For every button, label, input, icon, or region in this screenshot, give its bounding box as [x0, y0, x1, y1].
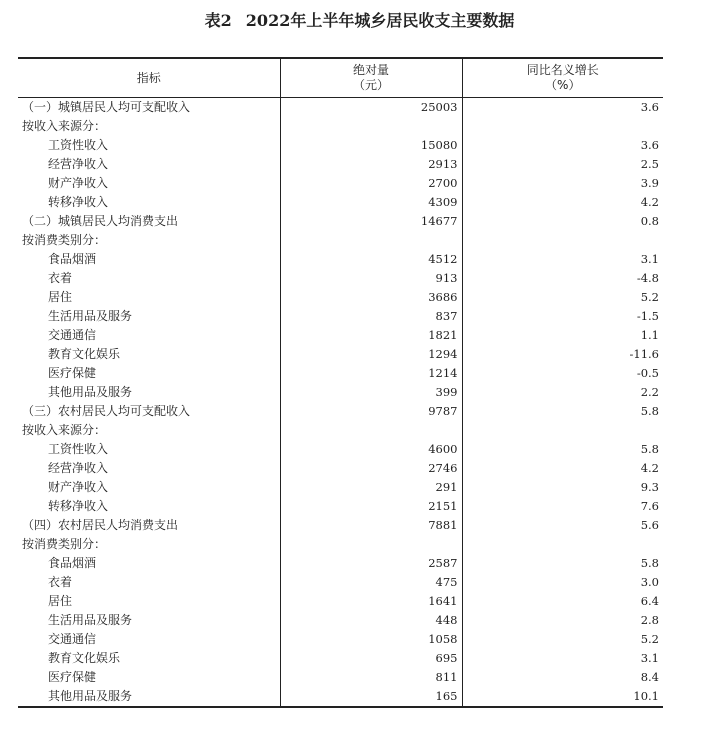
row-growth-value: 5.2 — [462, 288, 663, 307]
row-growth-value: 0.8 — [462, 212, 663, 231]
header-growth — [462, 58, 663, 98]
row-label: 工资性收入 — [48, 138, 109, 152]
table-row — [18, 421, 663, 440]
row-absolute-value: 475 — [280, 573, 462, 592]
row-absolute-value: 399 — [280, 383, 462, 402]
table-row — [18, 326, 663, 345]
table-title — [0, 8, 719, 31]
row-absolute-value: 3686 — [280, 288, 462, 307]
table-row — [18, 516, 663, 535]
row-growth-value: 9.3 — [462, 478, 663, 497]
row-growth-value: 1.1 — [462, 326, 663, 345]
row-growth-value: 2.5 — [462, 155, 663, 174]
row-absolute-value: 1821 — [280, 326, 462, 345]
row-absolute-value: 1294 — [280, 345, 462, 364]
table-row — [18, 497, 663, 516]
row-label: 衣着 — [48, 575, 73, 589]
row-growth-value: 3.0 — [462, 573, 663, 592]
row-label: （四）农村居民人均消费支出 — [22, 518, 179, 532]
table-row — [18, 478, 663, 497]
table-row — [18, 668, 663, 687]
table-row — [18, 231, 663, 250]
table-row — [18, 98, 663, 118]
row-absolute-value: 448 — [280, 611, 462, 630]
row-growth-value: -11.6 — [462, 345, 663, 364]
table-row — [18, 155, 663, 174]
table-row — [18, 345, 663, 364]
row-label: 交通通信 — [48, 328, 97, 342]
table-row — [18, 193, 663, 212]
table-row — [18, 307, 663, 326]
row-growth-value: 5.6 — [462, 516, 663, 535]
table-number: 表2 — [204, 11, 232, 30]
table-row — [18, 269, 663, 288]
row-label: 食品烟酒 — [48, 252, 97, 266]
row-label: 其他用品及服务 — [18, 687, 280, 707]
row-absolute-value: 2700 — [280, 174, 462, 193]
table-row — [18, 611, 663, 630]
row-growth-value: -0.5 — [462, 364, 663, 383]
row-growth-value: 2.8 — [462, 611, 663, 630]
row-label: 财产净收入 — [48, 176, 109, 190]
table-row — [18, 250, 663, 269]
income-expenditure-table — [18, 57, 663, 708]
row-absolute-value: 2746 — [280, 459, 462, 478]
row-growth-value: 4.2 — [462, 193, 663, 212]
row-label: 医疗保健 — [48, 670, 97, 684]
table-row — [18, 459, 663, 478]
header-absolute-unit: （元） — [352, 78, 389, 92]
row-growth-value — [462, 421, 663, 440]
table-row — [18, 117, 663, 136]
row-label: 经营净收入 — [48, 157, 109, 171]
row-absolute-value: 14677 — [280, 212, 462, 231]
row-label: 生活用品及服务 — [48, 309, 133, 323]
row-growth-value: 3.1 — [462, 649, 663, 668]
table-row — [18, 288, 663, 307]
row-label: （二）城镇居民人均消费支出 — [22, 214, 179, 228]
row-label: 按收入来源分： — [22, 423, 107, 437]
table-row — [18, 649, 663, 668]
row-growth-value: 5.8 — [462, 402, 663, 421]
row-absolute-value — [280, 421, 462, 440]
row-label: （一）城镇居民人均可支配收入 — [22, 100, 191, 114]
row-absolute-value: 1058 — [280, 630, 462, 649]
row-label: 居住 — [48, 594, 73, 608]
row-absolute-value: 913 — [280, 269, 462, 288]
row-absolute-value: 291 — [280, 478, 462, 497]
row-growth-value: 3.6 — [462, 98, 663, 118]
row-absolute-value — [280, 117, 462, 136]
row-label: 其他用品及服务 — [48, 385, 133, 399]
row-growth-value: 6.4 — [462, 592, 663, 611]
row-absolute-value: 2913 — [280, 155, 462, 174]
row-label: （三）农村居民人均可支配收入 — [22, 404, 191, 418]
row-growth-value — [462, 117, 663, 136]
row-absolute-value: 2151 — [280, 497, 462, 516]
row-label: 居住 — [48, 290, 73, 304]
row-growth-value: 3.9 — [462, 174, 663, 193]
row-absolute-value: 837 — [280, 307, 462, 326]
row-label: 医疗保健 — [48, 366, 97, 380]
table-row — [18, 212, 663, 231]
table-row — [18, 383, 663, 402]
row-absolute-value: 1214 — [280, 364, 462, 383]
row-growth-value — [462, 231, 663, 250]
row-growth-value: 8.4 — [462, 668, 663, 687]
row-absolute-value: 4600 — [280, 440, 462, 459]
row-absolute-value: 695 — [280, 649, 462, 668]
row-label: 按消费类别分： — [22, 233, 107, 247]
row-growth-value: -1.5 — [462, 307, 663, 326]
row-growth-value: 4.2 — [462, 459, 663, 478]
table-body — [18, 98, 663, 708]
header-indicator: 指标 — [18, 58, 280, 98]
table-row — [18, 136, 663, 155]
table-row — [18, 573, 663, 592]
row-label: 交通通信 — [48, 632, 97, 646]
row-label: 教育文化娱乐 — [48, 651, 121, 665]
row-absolute-value: 7881 — [280, 516, 462, 535]
row-label: 财产净收入 — [48, 480, 109, 494]
row-absolute-value: 811 — [280, 668, 462, 687]
header-absolute-title: 绝对量 — [352, 63, 389, 77]
row-growth-value: 5.8 — [462, 554, 663, 573]
row-absolute-value: 165 — [280, 687, 462, 707]
row-label: 衣着 — [48, 271, 73, 285]
row-label: 工资性收入 — [48, 442, 109, 456]
row-absolute-value: 9787 — [280, 402, 462, 421]
row-growth-value: 5.8 — [462, 440, 663, 459]
table-row — [18, 592, 663, 611]
table-row — [18, 402, 663, 421]
row-absolute-value — [280, 231, 462, 250]
row-absolute-value: 1641 — [280, 592, 462, 611]
row-absolute-value: 2587 — [280, 554, 462, 573]
header-absolute — [280, 58, 462, 98]
row-label: 经营净收入 — [48, 461, 109, 475]
row-growth-value — [462, 535, 663, 554]
row-absolute-value: 15080 — [280, 136, 462, 155]
table-row — [18, 630, 663, 649]
row-growth-value: 5.2 — [462, 630, 663, 649]
row-label: 转移净收入 — [48, 499, 109, 513]
table-row — [18, 174, 663, 193]
row-absolute-value: 4309 — [280, 193, 462, 212]
row-absolute-value: 4512 — [280, 250, 462, 269]
row-absolute-value: 25003 — [280, 98, 462, 118]
row-label: 转移净收入 — [48, 195, 109, 209]
row-absolute-value — [280, 535, 462, 554]
row-label: 教育文化娱乐 — [48, 347, 121, 361]
table-header — [18, 58, 663, 98]
table-caption: 2022年上半年城乡居民收支主要数据 — [245, 11, 515, 30]
table-row — [18, 440, 663, 459]
row-growth-value: 3.6 — [462, 136, 663, 155]
table-row — [18, 687, 663, 707]
row-growth-value: 3.1 — [462, 250, 663, 269]
row-label: 按消费类别分： — [22, 537, 107, 551]
row-growth-value: 7.6 — [462, 497, 663, 516]
row-label: 按收入来源分： — [22, 119, 107, 133]
row-label: 食品烟酒 — [48, 556, 97, 570]
table-row — [18, 554, 663, 573]
header-growth-unit: （%） — [545, 78, 581, 92]
row-growth-value: -4.8 — [462, 269, 663, 288]
row-growth-value: 2.2 — [462, 383, 663, 402]
header-growth-title: 同比名义增长 — [526, 63, 599, 77]
table-row — [18, 535, 663, 554]
table-row — [18, 364, 663, 383]
row-label: 生活用品及服务 — [48, 613, 133, 627]
row-growth-value: 10.1 — [462, 687, 663, 707]
